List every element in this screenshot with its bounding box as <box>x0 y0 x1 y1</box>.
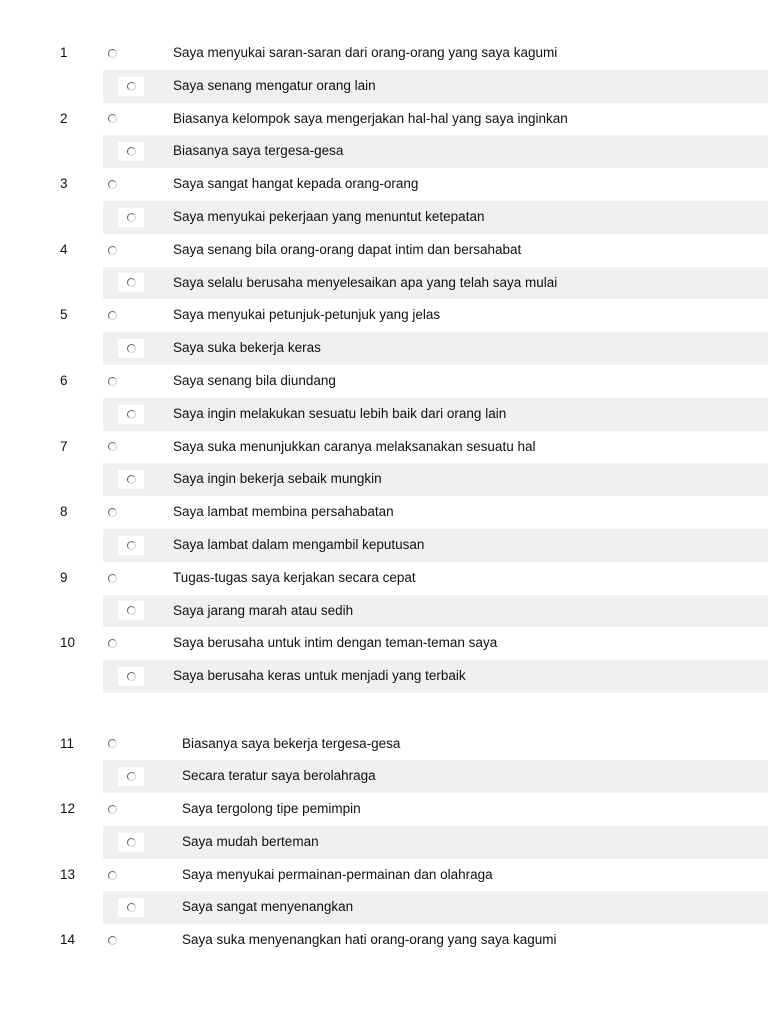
radio-button[interactable] <box>108 871 117 880</box>
statement-text: Saya lambat dalam mengambil keputusan <box>173 536 425 552</box>
statement-text: Saya jarang marah atau sedih <box>173 602 354 618</box>
radio-button[interactable] <box>108 508 117 517</box>
statement-text: Saya menyukai petunjuk-petunjuk yang jelas <box>173 307 441 323</box>
statement-text: Saya ingin bekerja sebaik mungkin <box>173 471 382 487</box>
option-row-b[interactable] <box>0 660 768 693</box>
radio-button[interactable] <box>127 672 136 681</box>
radio-box <box>118 767 144 786</box>
question-number: 1 <box>60 45 68 60</box>
radio-box <box>104 734 120 753</box>
statement-text: Saya sangat hangat kepada orang-orang <box>173 176 419 192</box>
statement-text: Saya menyukai permainan-permainan dan olahraga <box>182 866 493 882</box>
radio-box <box>118 208 144 227</box>
radio-button[interactable] <box>108 936 117 945</box>
option-row-b[interactable] <box>0 201 768 234</box>
question-number: 3 <box>60 176 68 192</box>
option-row-a[interactable] <box>0 37 768 70</box>
question-number: 9 <box>60 569 68 585</box>
option-row-b[interactable] <box>0 891 768 924</box>
option-row-b[interactable] <box>0 267 768 300</box>
question-number: 14 <box>60 932 76 948</box>
radio-wrapper <box>118 891 144 924</box>
radio-button[interactable] <box>127 344 136 353</box>
radio-wrapper <box>118 660 144 693</box>
statement-text: Saya berusaha untuk intim dengan teman-teman saya <box>173 635 498 651</box>
statement-text: Biasanya kelompok saya mengerjakan hal-hal yang saya inginkan <box>173 110 568 126</box>
radio-box <box>104 372 120 391</box>
statement-text: Saya sangat menyenangkan <box>182 899 354 915</box>
option-row-a[interactable] <box>0 496 768 529</box>
radio-box <box>104 109 120 128</box>
option-row-a[interactable] <box>0 103 768 136</box>
radio-button[interactable] <box>127 213 136 222</box>
option-row-b[interactable] <box>0 398 768 431</box>
radio-wrapper <box>104 924 120 957</box>
radio-box <box>118 273 144 292</box>
radio-box <box>118 405 144 424</box>
radio-box <box>118 470 144 489</box>
radio-button[interactable] <box>108 246 117 255</box>
radio-button[interactable] <box>108 114 117 123</box>
option-row-b[interactable] <box>0 70 768 103</box>
radio-box <box>104 931 120 950</box>
radio-button[interactable] <box>108 377 117 386</box>
statement-text: Saya senang mengatur orang lain <box>173 77 376 93</box>
option-row-a[interactable] <box>0 234 768 267</box>
radio-box <box>104 306 120 325</box>
radio-button[interactable] <box>127 903 136 912</box>
radio-box <box>104 866 120 885</box>
radio-wrapper <box>118 201 144 234</box>
statement-text: Secara teratur saya berolahraga <box>182 768 376 784</box>
radio-box <box>104 241 120 260</box>
radio-button[interactable] <box>108 442 117 451</box>
radio-wrapper <box>118 826 144 859</box>
question-number: 8 <box>60 504 68 520</box>
question-number: 6 <box>60 372 68 388</box>
option-row-b[interactable] <box>0 760 768 793</box>
radio-wrapper <box>104 431 120 464</box>
radio-box <box>104 175 120 194</box>
radio-box <box>104 800 120 819</box>
statement-text: Biasanya saya bekerja tergesa-gesa <box>182 735 401 751</box>
radio-wrapper <box>104 793 120 826</box>
radio-box <box>118 536 144 555</box>
radio-box <box>118 667 144 686</box>
question-number: 12 <box>60 801 76 817</box>
option-row-b[interactable] <box>0 332 768 365</box>
statement-text: Saya ingin melakukan sesuatu lebih baik dari orang lain <box>173 405 507 421</box>
question-number: 2 <box>60 110 68 126</box>
radio-button[interactable] <box>108 574 117 583</box>
option-row-a[interactable] <box>0 627 768 660</box>
radio-button[interactable] <box>127 475 136 484</box>
statement-text: Saya senang bila diundang <box>173 372 336 388</box>
option-row-b[interactable] <box>0 529 768 562</box>
question-number: 13 <box>60 866 76 882</box>
radio-box <box>104 503 120 522</box>
radio-box <box>104 437 120 456</box>
statement-text: Saya suka menunjukkan caranya melaksanakan sesuatu hal <box>173 438 536 454</box>
statement-text: Saya senang bila orang-orang dapat intim dan bersahabat <box>173 241 522 257</box>
statement-text: Biasanya saya tergesa-gesa <box>173 143 344 159</box>
statement-text: Saya suka bekerja keras <box>173 340 321 356</box>
radio-button[interactable] <box>127 541 136 550</box>
radio-wrapper <box>104 234 120 267</box>
radio-button[interactable] <box>127 772 136 781</box>
radio-box <box>104 634 120 653</box>
radio-box <box>118 898 144 917</box>
radio-button[interactable] <box>108 739 117 748</box>
statement-text: Saya mudah berteman <box>182 833 319 849</box>
radio-wrapper <box>118 463 144 496</box>
radio-button[interactable] <box>127 606 136 615</box>
statement-text: Saya selalu berusaha menyelesaikan apa yang telah saya mulai <box>173 274 558 290</box>
radio-wrapper <box>104 728 120 761</box>
option-row-a[interactable] <box>0 562 768 595</box>
statement-text: Saya suka menyenangkan hati orang-orang yang saya kagumi <box>182 932 557 948</box>
radio-wrapper <box>104 859 120 892</box>
radio-button[interactable] <box>127 147 136 156</box>
statement-text: Saya menyukai saran-saran dari orang-orang yang saya kagumi <box>173 45 558 60</box>
question-section-2 <box>0 728 768 958</box>
radio-button[interactable] <box>127 278 136 287</box>
radio-wrapper <box>118 267 144 300</box>
radio-button[interactable] <box>108 805 117 814</box>
radio-wrapper <box>118 398 144 431</box>
radio-wrapper <box>104 103 120 136</box>
question-number: 7 <box>60 438 68 454</box>
option-row-a[interactable] <box>0 365 768 398</box>
radio-button[interactable] <box>108 639 117 648</box>
radio-box <box>118 833 144 852</box>
radio-wrapper <box>118 70 144 103</box>
radio-wrapper <box>104 496 120 529</box>
statement-text: Saya menyukai pekerjaan yang menuntut ketepatan <box>173 208 485 224</box>
radio-wrapper <box>118 529 144 562</box>
radio-button[interactable] <box>108 180 117 189</box>
option-row-a[interactable] <box>0 793 768 826</box>
option-row-b[interactable] <box>0 135 768 168</box>
radio-wrapper <box>118 760 144 793</box>
option-row-b[interactable] <box>0 826 768 859</box>
radio-button[interactable] <box>108 49 117 58</box>
radio-box <box>104 44 120 63</box>
question-number: 10 <box>60 635 76 651</box>
option-row-a[interactable] <box>0 299 768 332</box>
question-number: 11 <box>60 735 75 751</box>
radio-wrapper <box>118 595 144 628</box>
question-number: 4 <box>60 241 68 257</box>
radio-button[interactable] <box>127 838 136 847</box>
radio-box <box>118 77 144 96</box>
question-section-1 <box>0 37 768 693</box>
option-row-a[interactable] <box>0 168 768 201</box>
statement-text: Saya tergolong tipe pemimpin <box>182 801 361 817</box>
radio-wrapper <box>104 37 120 70</box>
radio-box <box>118 339 144 358</box>
option-row-b[interactable] <box>0 463 768 496</box>
option-row-b[interactable] <box>0 595 768 628</box>
radio-wrapper <box>104 168 120 201</box>
radio-box <box>118 142 144 161</box>
question-number: 5 <box>60 307 68 323</box>
radio-box <box>118 601 144 620</box>
option-row-a[interactable] <box>0 728 768 761</box>
radio-wrapper <box>118 135 144 168</box>
statement-text: Tugas-tugas saya kerjakan secara cepat <box>173 569 416 585</box>
radio-wrapper <box>104 562 120 595</box>
statement-text: Saya lambat membina persahabatan <box>173 504 394 520</box>
radio-wrapper <box>118 332 144 365</box>
radio-button[interactable] <box>127 410 136 419</box>
radio-button[interactable] <box>127 82 136 91</box>
radio-wrapper <box>104 627 120 660</box>
radio-box <box>104 569 120 588</box>
option-row-a[interactable] <box>0 431 768 464</box>
radio-button[interactable] <box>108 311 117 320</box>
statement-text: Saya berusaha keras untuk menjadi yang terbaik <box>173 668 466 684</box>
option-row-a[interactable] <box>0 924 768 957</box>
radio-wrapper <box>104 299 120 332</box>
radio-wrapper <box>104 365 120 398</box>
option-row-a[interactable] <box>0 859 768 892</box>
